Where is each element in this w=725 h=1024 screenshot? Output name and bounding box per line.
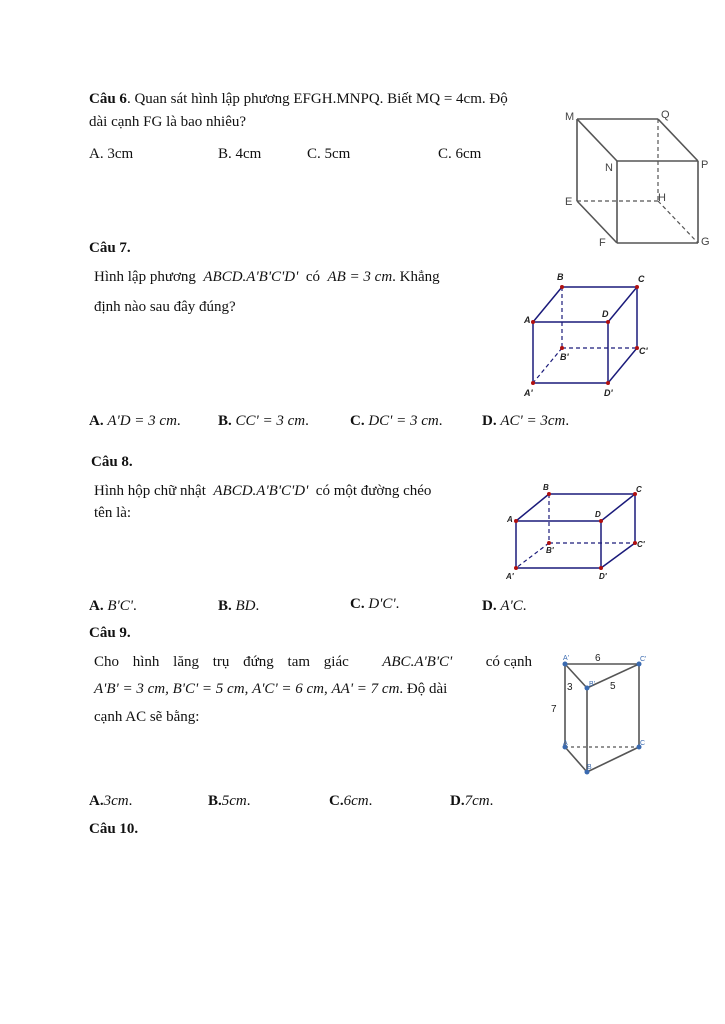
q9-line3: cạnh AC sẽ bằng: (94, 709, 200, 725)
q6-text1: . Quan sát hình lập phương EFGH.MNPQ. Biết MQ = 4cm. Độ (126, 91, 508, 107)
q7-option-c-end: . (438, 413, 443, 429)
q7-label-a-prime: A' (524, 388, 533, 398)
q7-option-a-letter: A. (89, 413, 104, 429)
q7-label-b-prime: B' (560, 352, 569, 362)
q7-option-d-end: . (565, 413, 570, 429)
q9-line2f: . Độ dài (399, 681, 448, 697)
q6-option-b[interactable]: B. 4cm (218, 146, 262, 162)
q9-option-b-expr: 5cm (221, 793, 247, 809)
q9-line1c: có cạnh (485, 654, 532, 670)
q8-text1c: có một đường chéo (315, 483, 432, 499)
q9-line2a: A'B' = 3 cm, B'C' = 5 cm (94, 681, 245, 697)
q8-option-c-letter: C. (350, 596, 365, 612)
q9-option-c-letter: C. (329, 793, 344, 809)
q6-label-h: H (658, 192, 666, 204)
q9-prism-figure (545, 650, 655, 780)
q9-option-a-expr: 3cm (103, 793, 129, 809)
q9-option-a-end: . (128, 793, 133, 809)
q8-label-c: C (636, 485, 642, 494)
q6-cube-figure (555, 105, 715, 250)
q7-text1d: AB = 3 cm (327, 269, 393, 285)
q7-text1b: ABCD.A'B'C'D' (203, 269, 299, 285)
q6-label-f: F (599, 237, 606, 249)
q8-option-b-letter: B. (218, 598, 232, 614)
q7-option-c[interactable] (350, 411, 443, 431)
q7-option-a-end: . (176, 413, 181, 429)
q7-label-d-prime: D' (604, 388, 613, 398)
q8-option-a-end: . (132, 598, 137, 614)
q7-option-d[interactable] (482, 411, 569, 431)
q9-line1a: Cho hình lăng trụ đứng tam giác (94, 654, 349, 670)
q7-option-d-expr: AC' = 3cm (500, 413, 566, 429)
q6-label: Câu 6 (89, 91, 127, 107)
q7-option-c-letter: C. (350, 413, 365, 429)
q8-option-b-expr: BD (235, 598, 256, 614)
q8-option-a[interactable] (89, 596, 137, 616)
q8-option-c[interactable] (350, 594, 399, 614)
q8-option-d[interactable] (482, 596, 526, 616)
q7-option-b-expr: CC' = 3 cm (235, 413, 306, 429)
q9-option-c-expr: 6cm (343, 793, 369, 809)
q7-label-c: C (638, 274, 645, 284)
q9-label-c: C (640, 740, 646, 747)
q7-option-b[interactable] (218, 411, 309, 431)
q8-option-b[interactable] (218, 596, 259, 616)
q9-option-d-letter: D. (450, 793, 465, 809)
q8-text2: tên là: (94, 505, 132, 521)
q8-option-a-expr: B'C' (107, 598, 133, 614)
q8-text1a: Hình hộp chữ nhật (94, 483, 206, 499)
q9-line1 (94, 652, 532, 672)
q9-label-c-prime: C' (640, 656, 647, 663)
q7-cube-figure (518, 268, 658, 401)
q6-label-e: E (565, 196, 573, 208)
q6-line1 (89, 89, 508, 109)
q8-text1b: ABCD.A'B'C'D' (213, 483, 309, 499)
q7-option-c-expr: DC' = 3 cm (368, 413, 439, 429)
q9-option-a-letter: A. (89, 793, 104, 809)
q6-label-m: M (565, 111, 575, 123)
q7-label: Câu 7. (89, 240, 131, 256)
q7-text1a: Hình lập phương (94, 269, 196, 285)
q9-option-d-end: . (489, 793, 494, 809)
q7-text2: định nào sau đây đúng? (94, 299, 236, 315)
q9-option-a[interactable] (89, 791, 132, 811)
q9-label: Câu 9. (89, 625, 131, 641)
q8-box-figure (502, 480, 662, 585)
q8-label-a-prime: A' (506, 572, 514, 581)
q9-line2e: AA' = 7 cm (331, 681, 400, 697)
q9-label-6: 6 (595, 653, 601, 664)
q8-label-b: B (543, 483, 549, 492)
q9-line2d: , (324, 681, 328, 697)
q9-line1b: ABC.A'B'C' (382, 654, 453, 670)
q7-option-b-letter: B. (218, 413, 232, 429)
q9-label-b: B (587, 764, 592, 771)
q9-line2 (94, 679, 447, 699)
q6-option-c[interactable]: C. 5cm (307, 146, 351, 162)
q9-option-b-letter: B. (208, 793, 222, 809)
q9-line2c: A'C' = 6 cm (252, 681, 325, 697)
q8-label: Câu 8. (91, 454, 133, 470)
q9-option-b[interactable] (208, 791, 251, 811)
q7-option-d-letter: D. (482, 413, 497, 429)
q7-text1c: có (305, 269, 320, 285)
q6-label-g: G (701, 236, 710, 248)
q7-option-b-end: . (305, 413, 309, 429)
q7-label-d: D (602, 309, 609, 319)
q9-option-c[interactable] (329, 791, 372, 811)
q8-label-c-prime: C' (637, 540, 645, 549)
q7-label-a: A (524, 315, 531, 325)
q10-label: Câu 10. (89, 821, 139, 837)
q7-line1 (94, 267, 440, 287)
q8-option-a-letter: A. (89, 598, 104, 614)
q9-label-7: 7 (551, 704, 557, 715)
q8-option-b-end: . (255, 598, 260, 614)
q9-label-3: 3 (567, 682, 573, 693)
q9-option-d-expr: 7cm (464, 793, 490, 809)
q9-option-b-end: . (246, 793, 251, 809)
q6-text2: dài cạnh FG là bao nhiêu? (89, 114, 247, 130)
q6-option-d[interactable]: C. 6cm (438, 146, 482, 162)
q8-option-d-letter: D. (482, 598, 497, 614)
q8-label-d: D (595, 510, 601, 519)
q8-line1 (94, 481, 431, 501)
q7-option-a-expr: A'D = 3 cm (107, 413, 177, 429)
q8-label-b-prime: B' (546, 546, 554, 555)
q9-option-c-end: . (368, 793, 373, 809)
q6-label-n: N (605, 162, 613, 174)
q9-label-a: A (563, 740, 568, 747)
q8-option-c-end: . (395, 596, 400, 612)
q9-line2b: , (244, 681, 249, 697)
q7-label-b: B (557, 272, 564, 282)
q7-option-a[interactable] (89, 411, 181, 431)
q8-option-c-expr: D'C' (368, 596, 396, 612)
q9-label-a-prime: A' (563, 655, 570, 662)
q9-label-5: 5 (610, 681, 616, 692)
q9-option-d[interactable] (450, 791, 493, 811)
q8-option-d-expr: A'C (500, 598, 523, 614)
q7-label-c-prime: C' (639, 346, 648, 356)
q9-label-b-prime: B' (589, 681, 596, 688)
q8-option-d-end: . (522, 598, 527, 614)
q6-label-p: P (701, 159, 709, 171)
q6-label-q: Q (661, 109, 670, 121)
q6-option-a[interactable]: A. 3cm (89, 146, 134, 162)
q8-label-a: A (507, 515, 513, 524)
q7-text1e: . Khẳng (392, 269, 440, 285)
q8-label-d-prime: D' (599, 572, 607, 581)
